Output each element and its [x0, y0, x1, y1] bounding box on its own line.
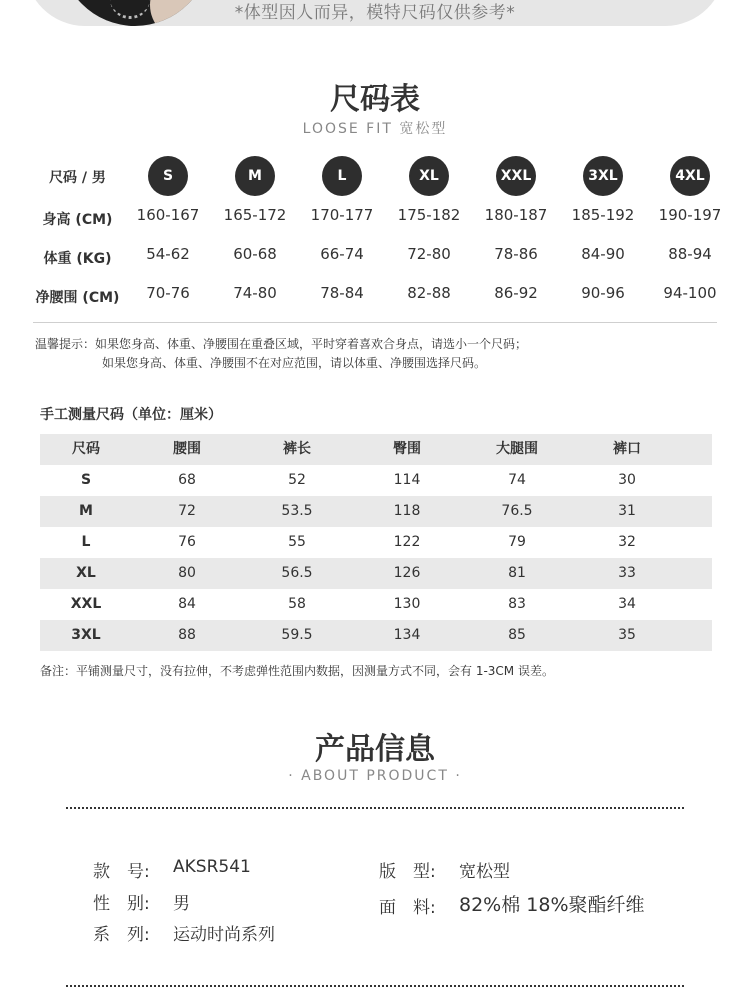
table-row: [40, 465, 712, 496]
fit-value: 宽松型: [459, 862, 510, 882]
table-cell: 81: [508, 565, 526, 581]
table-cell: 134: [393, 627, 421, 643]
gender-value: 男: [173, 894, 190, 914]
table-cell: 84: [178, 596, 196, 612]
table-cell: 35: [618, 627, 636, 643]
height-value: 190-197: [658, 206, 722, 224]
product-title: 产品信息: [315, 732, 435, 767]
fabric-value: 82%棉 18%聚酯纤维: [459, 894, 645, 916]
row-label-waist: 净腰围 (CM): [35, 290, 120, 306]
table-cell: 83: [508, 596, 526, 612]
table-cell: 32: [618, 534, 636, 550]
table-cell: 79: [508, 534, 526, 550]
fabric-label: 面 料:: [379, 898, 436, 918]
height-value: 170-177: [310, 206, 374, 224]
waist-value: 90-96: [581, 284, 625, 302]
weight-value: 54-62: [146, 245, 190, 263]
height-row: [0, 206, 750, 246]
weight-value: 88-94: [668, 245, 712, 263]
size-badge: XL: [409, 156, 449, 196]
table-cell: 31: [618, 503, 636, 519]
table-cell: M: [79, 503, 93, 519]
table-cell: XXL: [70, 596, 102, 612]
header-cell: 裤长: [283, 441, 311, 457]
header-cell: 大腿围: [496, 441, 538, 457]
waist-row: [0, 284, 750, 324]
table-cell: 126: [393, 565, 421, 581]
table-cell: L: [81, 534, 91, 550]
table-cell: S: [80, 472, 92, 488]
size-chart-subtitle: LOOSE FIT 宽松型: [302, 121, 448, 137]
height-value: 180-187: [484, 206, 548, 224]
measure-table: [40, 434, 712, 651]
table-cell: 30: [618, 472, 636, 488]
series-label: 系 列:: [93, 925, 150, 945]
table-header-row: [40, 434, 712, 465]
table-row: [40, 589, 712, 620]
table-cell: 58: [288, 596, 306, 612]
table-cell: 33: [618, 565, 636, 581]
table-row: [40, 527, 712, 558]
series-value: 运动时尚系列: [173, 925, 275, 945]
row-label-size: 尺码 / 男: [49, 170, 106, 186]
table-row: [40, 558, 712, 589]
table-cell: 52: [288, 472, 306, 488]
table-cell: 114: [393, 472, 421, 488]
waist-value: 94-100: [663, 284, 717, 302]
table-cell: 130: [393, 596, 421, 612]
table-cell: 122: [393, 534, 421, 550]
table-cell: 76: [178, 534, 196, 550]
weight-value: 84-90: [581, 245, 625, 263]
style-no-value: AKSR541: [173, 857, 251, 877]
header-cell: 臀围: [393, 441, 421, 457]
table-cell: 85: [508, 627, 526, 643]
table-cell: 3XL: [71, 627, 101, 643]
weight-value: 72-80: [407, 245, 451, 263]
size-badge: XXL: [496, 156, 536, 196]
size-chart-title: 尺码表: [330, 82, 420, 117]
table-cell: 74: [508, 472, 526, 488]
waist-value: 82-88: [407, 284, 451, 302]
height-value: 165-172: [223, 206, 287, 224]
weight-row: [0, 245, 750, 285]
height-value: 160-167: [136, 206, 200, 224]
table-cell: 72: [178, 503, 196, 519]
size-badge: 3XL: [583, 156, 623, 196]
header-cell: 尺码: [72, 441, 100, 457]
table-cell: 118: [393, 503, 421, 519]
weight-value: 60-68: [233, 245, 277, 263]
table-cell: XL: [76, 565, 96, 581]
waist-value: 78-84: [320, 284, 364, 302]
table-cell: 55: [288, 534, 306, 550]
header-cell: 裤口: [613, 441, 641, 457]
table-cell: 59.5: [281, 627, 313, 643]
product-subtitle: · ABOUT PRODUCT ·: [288, 768, 462, 784]
table-cell: 80: [178, 565, 196, 581]
height-value: 175-182: [397, 206, 461, 224]
header-cell: 腰围: [173, 441, 201, 457]
weight-value: 78-86: [494, 245, 538, 263]
measure-note: 备注：平铺测量尺寸，没有拉伸，不考虑弹性范围内数据，因测量方式不同，会有 1-3CM 误差。: [40, 664, 554, 678]
table-cell: 53.5: [281, 503, 313, 519]
size-badge: L: [322, 156, 362, 196]
model-disclaimer: *体型因人而异，模特尺码仅供参考*: [234, 3, 516, 23]
dotted-divider: [66, 807, 684, 809]
table-cell: 76.5: [501, 503, 533, 519]
tip-line-2: 如果您身高、体重、净腰围不在对应范围，请以体重、净腰围选择尺码。: [102, 356, 487, 370]
row-label-height: 身高 (CM): [42, 212, 113, 228]
waist-value: 86-92: [494, 284, 538, 302]
fit-label: 版 型:: [379, 862, 436, 882]
waist-value: 74-80: [233, 284, 277, 302]
waist-value: 70-76: [146, 284, 190, 302]
divider: [33, 322, 717, 323]
dotted-divider: [66, 985, 684, 987]
size-badge: M: [235, 156, 275, 196]
style-no-label: 款 号:: [93, 862, 150, 882]
table-cell: 88: [178, 627, 196, 643]
size-badge: S: [148, 156, 188, 196]
table-row: [40, 496, 712, 527]
row-label-weight: 体重 (KG): [43, 251, 112, 267]
size-badge: 4XL: [670, 156, 710, 196]
table-row: [40, 620, 712, 651]
gender-label: 性 别:: [93, 894, 150, 914]
table-cell: 56.5: [281, 565, 313, 581]
measure-title: 手工测量尺码（单位：厘米）: [40, 407, 222, 423]
weight-value: 66-74: [320, 245, 364, 263]
size-row: [0, 156, 750, 196]
table-cell: 68: [178, 472, 196, 488]
table-cell: 34: [618, 596, 636, 612]
height-value: 185-192: [571, 206, 635, 224]
tip-line-1: 温馨提示：如果您身高、体重、净腰围在重叠区域，平时穿着喜欢合身点，请选小一个尺码；: [35, 337, 528, 351]
